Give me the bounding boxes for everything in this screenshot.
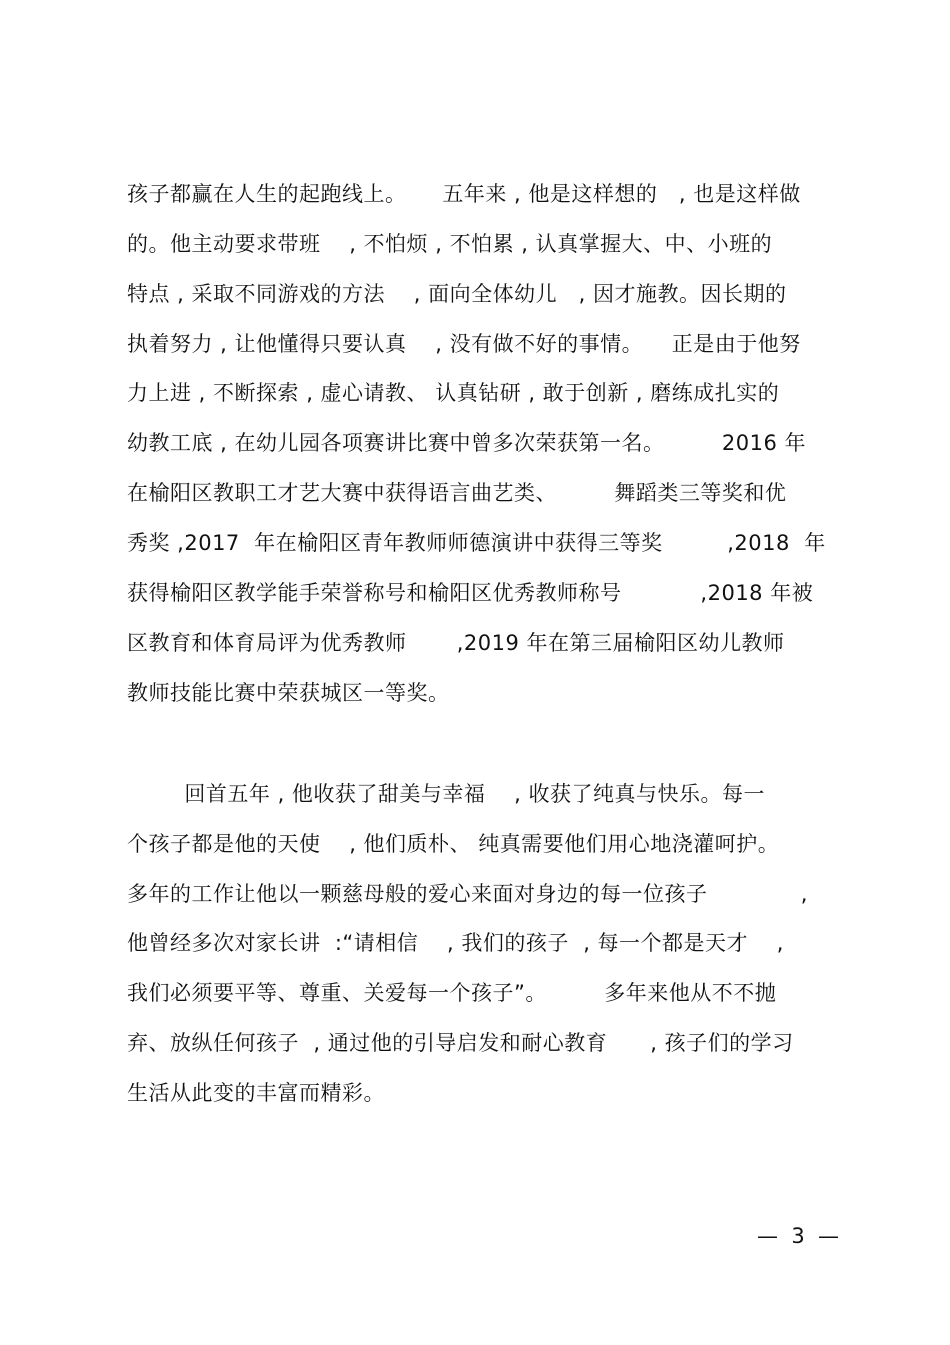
paragraph-1-line-8: 秀奖 ,2017 年在榆阳区青年教师师德演讲中获得三等奖 ,2018 年 (127, 531, 826, 555)
paragraph-1-line-3: 特点 , 采取不同游戏的方法 , 面向全体幼儿 , 因才施教。因长期的 (127, 282, 787, 306)
paragraph-1-line-9: 获得榆阳区教学能手荣誉称号和榆阳区优秀教师称号 ,2018 年被 (127, 581, 814, 605)
paragraph-1-line-2: 的。他主动要求带班 , 不怕烦 , 不怕累 , 认真掌握大、中、小班的 (127, 232, 773, 256)
paragraph-2-line-1: 回首五年 , 他收获了甜美与幸福 , 收获了纯真与快乐。每一 (127, 782, 765, 806)
paragraph-2-line-4: 他曾经多次对家长讲 :“请相信 , 我们的孩子 , 每一个都是天才 , (127, 931, 784, 955)
paragraph-2-line-2: 个孩子都是他的天使 , 他们质朴、 纯真需要他们用心地浇灌呵护。 (127, 832, 780, 856)
page-number: — 3 — (757, 1224, 840, 1248)
paragraph-1-line-5: 力上进 , 不断探索 , 虚心请教、 认真钻研 , 敢于创新 , 磨练成扎实的 (127, 381, 780, 405)
paragraph-1-line-4: 执着努力 , 让他懂得只要认真 , 没有做不好的事情。 正是由于他努 (127, 332, 801, 356)
paragraph-1-line-11: 教师技能比赛中荣获城区一等奖。 (127, 681, 450, 705)
paragraph-2-line-3: 多年的工作让他以一颗慈母般的爱心来面对身边的每一位孩子 , (127, 882, 808, 906)
paragraph-2-line-5: 我们必须要平等、尊重、关爱每一个孩子”。 多年来他从不不抛 (127, 981, 777, 1005)
paragraph-1-line-6: 幼教工底 , 在幼儿园各项赛讲比赛中曾多次荣获第一名。 2016 年 (127, 431, 807, 455)
paragraph-1-line-1: 孩子都赢在人生的起跑线上。 五年来 , 他是这样想的 , 也是这样做 (127, 182, 801, 206)
paragraph-1-line-7: 在榆阳区教职工才艺大赛中获得语言曲艺类、 舞蹈类三等奖和优 (127, 481, 787, 505)
paragraph-2-line-6: 弃、放纵任何孩子 , 通过他的引导启发和耐心教育 , 孩子们的学习 (127, 1031, 794, 1055)
paragraph-1-line-10: 区教育和体育局评为优秀教师 ,2019 年在第三届榆阳区幼儿教师 (127, 631, 785, 655)
paragraph-2-line-7: 生活从此变的丰富而精彩。 (127, 1081, 385, 1105)
